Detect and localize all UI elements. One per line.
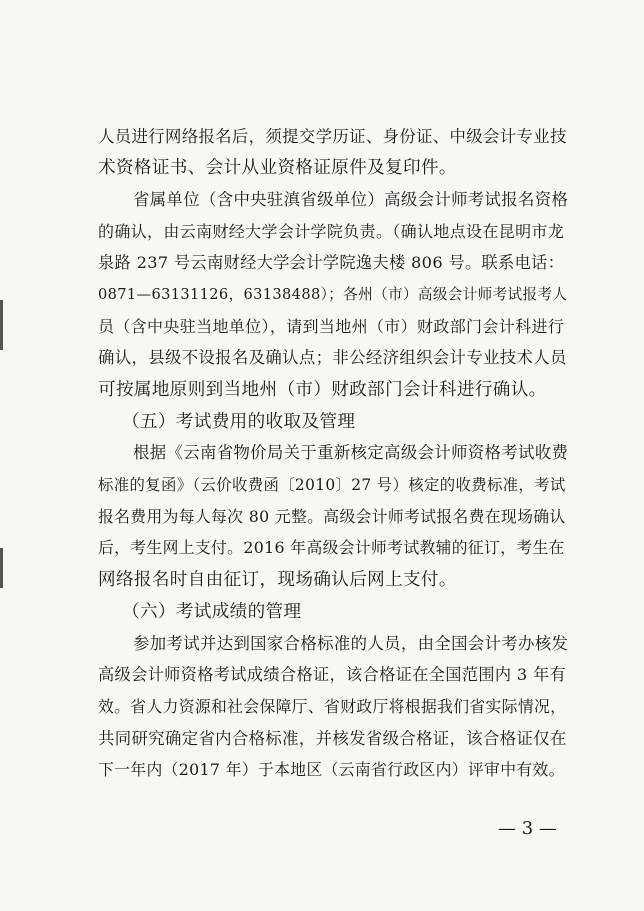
text-line: 0871—63131126，63138488）；各州（市）高级会计师考试报考人: [98, 286, 568, 303]
text-line: 效。省人力资源和社会保障厅、省财政厅将根据我们省实际情况，: [98, 697, 567, 716]
text-line: 高级会计师资格考试成绩合格证，该合格证在全国范围内 3 年有: [98, 665, 567, 684]
text-line: 报名费用为每人每次 80 元整。高级会计师考试报名费在现场确认: [98, 507, 566, 526]
scan-edge-mark: [0, 548, 3, 588]
text-line: 后，考生网上支付。2016 年高级会计师考试教辅的征订，考生在: [98, 538, 565, 557]
paragraph-start-line: 省属单位（含中央驻滇省级单位）高级会计师考试报名资格: [133, 190, 569, 209]
text-line: 下一年内（2017 年）于本地区（云南省行政区内）评审中有效。: [98, 760, 565, 779]
text-line: 术资格证书、会计从业资格证原件及复印件。: [98, 158, 457, 178]
section-heading: （六）考试成绩的管理: [122, 602, 302, 622]
scan-edge-mark: [0, 300, 3, 350]
text-line: 人员进行网络报名后，须提交学历证、身份证、中级会计专业技: [98, 127, 567, 146]
text-line: 网络报名时自由征订，现场确认后网上支付。: [98, 570, 457, 590]
paragraph-start-line: 根据《云南省物价局关于重新核定高级会计师资格考试收费: [133, 443, 569, 462]
section-heading: （五）考试费用的收取及管理: [122, 412, 356, 432]
text-line: 泉路 237 号云南财经大学会计学院逸夫楼 806 号。联系电话：: [98, 253, 565, 272]
text-line: 的确认，由云南财经大学会计学院负责。（确认地点设在昆明市龙: [98, 222, 565, 241]
text-line: 可按属地原则到当地州（市）财政部门会计科进行确认。: [98, 380, 547, 400]
text-line: 标准的复函》（云价收费函〔2010〕27 号）核定的收费标准，考试: [98, 476, 566, 494]
text-line: 员（含中央驻当地单位），请到当地州（市）财政部门会计科进行: [98, 317, 565, 336]
text-line: 共同研究确定省内合格标准，并核发省级合格证，该合格证仅在: [98, 729, 567, 748]
paragraph-start-line: 参加考试并达到国家合格标准的人员，由全国会计考办核发: [133, 634, 569, 653]
page-number: — 3 —: [498, 818, 557, 839]
text-line: 确认，县级不设报名及确认点；非公经济组织会计专业技术人员: [98, 348, 567, 367]
